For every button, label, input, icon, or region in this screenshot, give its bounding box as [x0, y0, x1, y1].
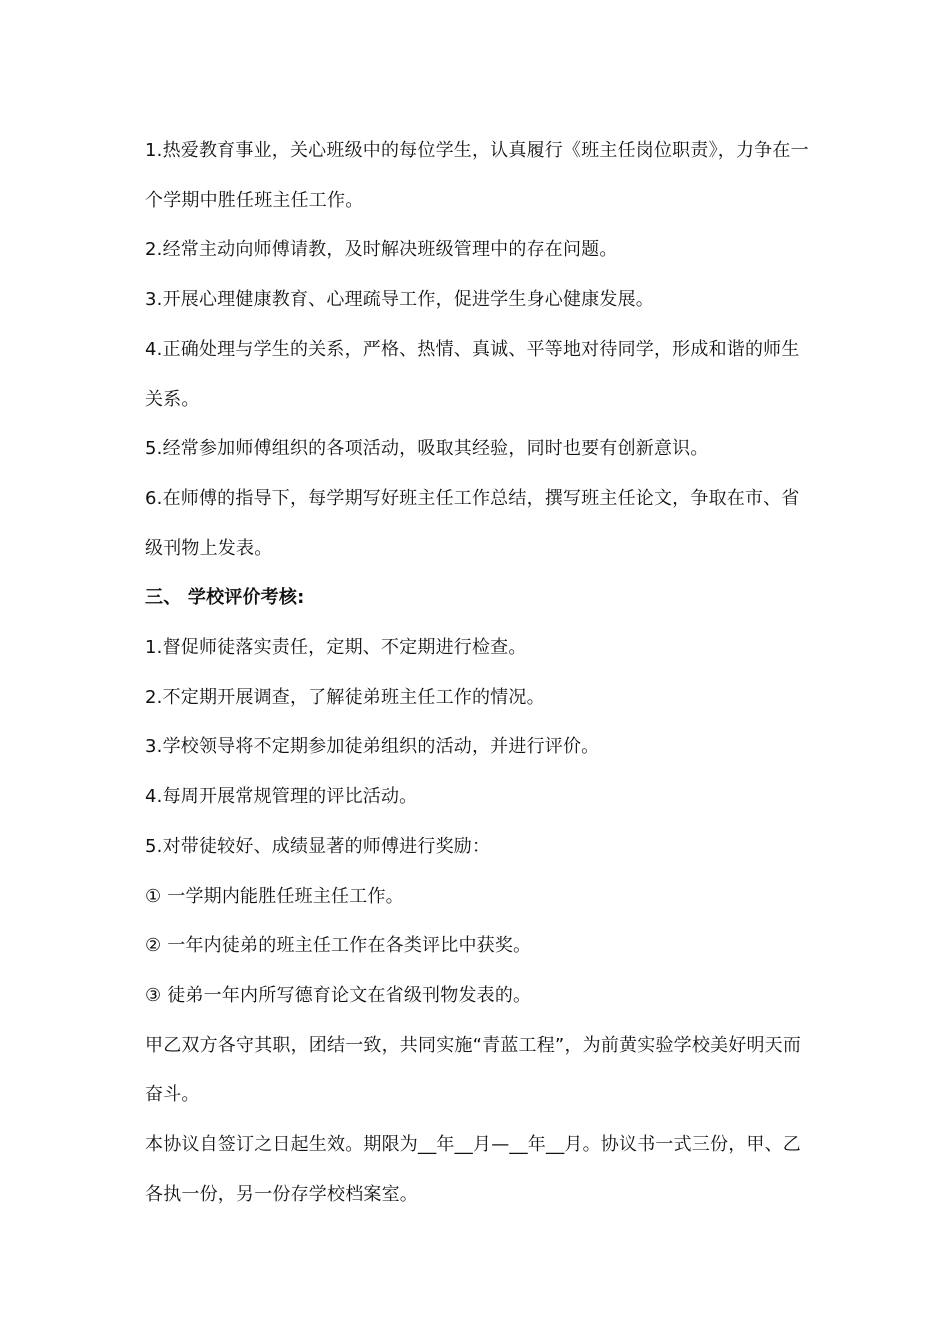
evaluation-item-3: 3.学校领导将不定期参加徒弟组织的活动，并进行评价。 [145, 736, 600, 758]
reward-item-2: ② 一年内徒弟的班主任工作在各类评比中获奖。 [145, 935, 532, 957]
responsibility-item-2: 2.经常主动向师傅请教，及时解决班级管理中的存在问题。 [145, 239, 618, 261]
evaluation-item-1: 1.督促师徒落实责任，定期、不定期进行检查。 [145, 637, 527, 659]
responsibility-item-3: 3.开展心理健康教育、心理疏导工作，促进学生身心健康发展。 [145, 289, 654, 311]
evaluation-item-5: 5.对带徒较好、成绩显著的师傅进行奖励： [145, 835, 491, 857]
evaluation-item-2: 2.不定期开展调查，了解徒弟班主任工作的情况。 [145, 686, 545, 708]
reward-item-3: ③ 徒弟一年内所写德育论文在省级刊物发表的。 [145, 984, 532, 1006]
responsibility-item-4: 4.正确处理与学生的关系，严格、热情、真诚、平等地对待同学，形成和谐的师生关系。 [145, 338, 800, 410]
closing-statement: 甲乙双方各守其职，团结一致，共同实施“青蓝工程”，为前黄实验学校美好明天而奋斗。 [145, 1034, 802, 1106]
section-heading-school-evaluation: 三、 学校评价考核: [145, 587, 305, 609]
agreement-terms: 本协议自签订之日起生效。期限为__年__月—__年__月。协议书一式三份，甲、乙各执一份，另一份存学校档案室。 [145, 1134, 801, 1205]
evaluation-item-4: 4.每周开展常规管理的评比活动。 [145, 786, 418, 808]
reward-item-1: ① 一学期内能胜任班主任工作。 [145, 885, 404, 907]
responsibility-item-5: 5.经常参加师傅组织的各项活动，吸取其经验，同时也要有创新意识。 [145, 438, 709, 460]
responsibility-item-6: 6.在师傅的指导下，每学期写好班主任工作总结，撰写班主任论文，争取在市、省级刊物上发表。 [145, 487, 800, 559]
responsibility-item-1: 1.热爱教育事业，关心班级中的每位学生，认真履行《班主任岗位职责》，力争在一个学期中胜任班主任工作。 [145, 140, 809, 211]
document-body [145, 126, 815, 1219]
